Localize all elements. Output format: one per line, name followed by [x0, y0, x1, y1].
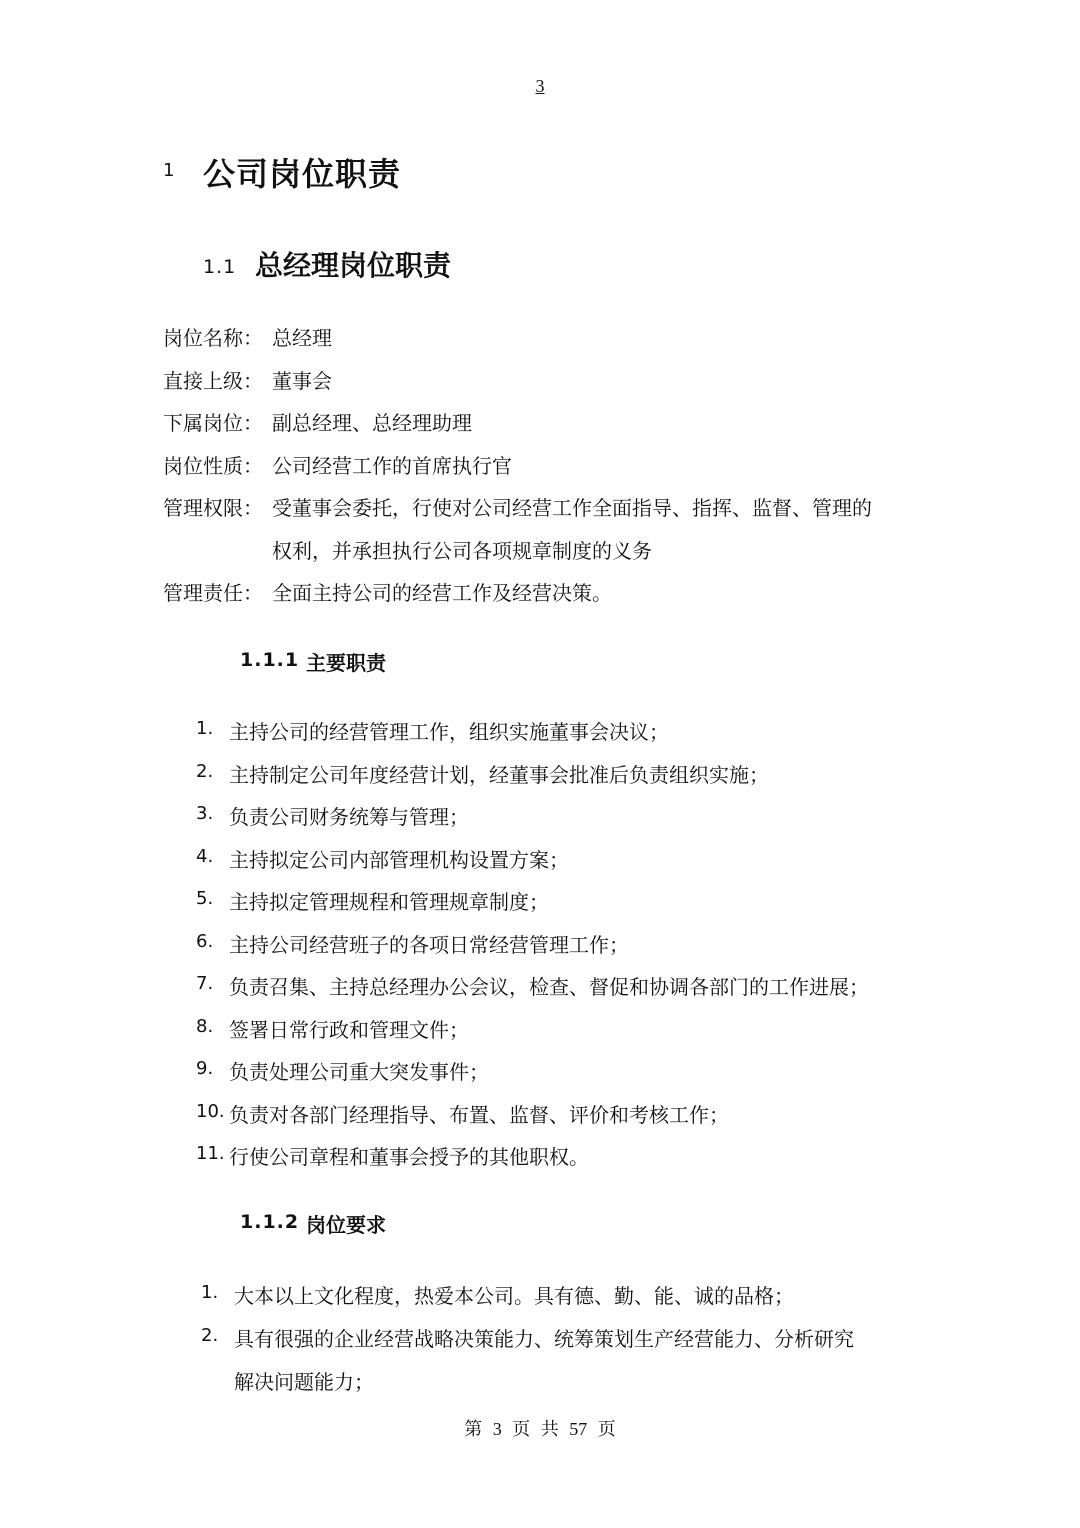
duty-text: 主持拟定管理规程和管理规章制度；: [229, 890, 549, 914]
nature-label: 岗位性质：: [163, 454, 263, 478]
requirement-text: 具有很强的企业经营战略决策能力、统筹策划生产经营能力、分析研究: [234, 1327, 854, 1351]
superior-label: 直接上级：: [163, 369, 263, 393]
duty-number: 3.: [196, 803, 214, 824]
duty-text: 主持公司的经营管理工作，组织实施董事会决议；: [229, 720, 669, 744]
section-1-1-number: 1.1: [203, 256, 237, 278]
section-1-1-2-title: 岗位要求: [306, 1213, 386, 1237]
authority-value-line1: 受董事会委托，行使对公司经营工作全面指导、指挥、监督、管理的: [272, 496, 872, 520]
footer-page-info: 第 3 页 共 57 页: [464, 1419, 616, 1439]
duty-number: 8.: [196, 1016, 214, 1037]
duty-number: 1.: [196, 718, 214, 739]
requirement-text: 大本以上文化程度，热爱本公司。具有德、勤、能、诚的品格；: [234, 1284, 794, 1308]
section-1-1-1-number: 1.1.1: [240, 649, 300, 671]
authority-label: 管理权限：: [163, 496, 263, 520]
duty-number: 6.: [196, 931, 214, 952]
duty-number: 7.: [196, 973, 214, 994]
duty-text: 主持拟定公司内部管理机构设置方案；: [229, 848, 569, 872]
duty-text: 主持制定公司年度经营计划，经董事会批准后负责组织实施；: [229, 763, 769, 787]
duty-text: 负责公司财务统筹与管理；: [229, 805, 469, 829]
position-name-label: 岗位名称：: [163, 326, 263, 350]
superior-value: 董事会: [272, 369, 332, 393]
duty-text: 负责处理公司重大突发事件；: [229, 1060, 489, 1084]
duty-number: 11.: [196, 1143, 225, 1164]
section-1-title: 公司岗位职责: [203, 155, 402, 193]
duty-text: 签署日常行政和管理文件；: [229, 1018, 469, 1042]
section-1-number: 1: [163, 160, 175, 181]
responsibility-label: 管理责任：: [163, 581, 263, 605]
position-name-value: 总经理: [272, 326, 332, 350]
duty-number: 4.: [196, 846, 214, 867]
duty-number: 2.: [196, 761, 214, 782]
section-1-1-title: 总经理岗位职责: [255, 249, 452, 282]
requirement-number: 2.: [201, 1325, 219, 1346]
duty-number: 5.: [196, 888, 214, 909]
subordinate-value: 副总经理、总经理助理: [272, 411, 472, 435]
duty-text: 负责召集、主持总经理办公会议，检查、督促和协调各部门的工作进展；: [229, 975, 869, 999]
duty-number: 9.: [196, 1058, 214, 1079]
duty-number: 10.: [196, 1101, 225, 1122]
responsibility-value: 全面主持公司的经营工作及经营决策。: [272, 581, 612, 605]
section-1-1-1-title: 主要职责: [306, 651, 386, 675]
duty-text: 负责对各部门经理指导、布置、监督、评价和考核工作；: [229, 1103, 729, 1127]
authority-value-line2: 权利，并承担执行公司各项规章制度的义务: [272, 539, 652, 563]
duty-text: 行使公司章程和董事会授予的其他职权。: [229, 1145, 589, 1169]
duty-text: 主持公司经营班子的各项日常经营管理工作；: [229, 933, 629, 957]
requirement-text-continued: 解决问题能力；: [234, 1370, 374, 1394]
section-1-1-2-number: 1.1.2: [240, 1211, 300, 1233]
subordinate-label: 下属岗位：: [163, 411, 263, 435]
header-page-number: 3: [535, 76, 545, 96]
nature-value: 公司经营工作的首席执行官: [272, 454, 512, 478]
requirement-number: 1.: [201, 1282, 219, 1303]
